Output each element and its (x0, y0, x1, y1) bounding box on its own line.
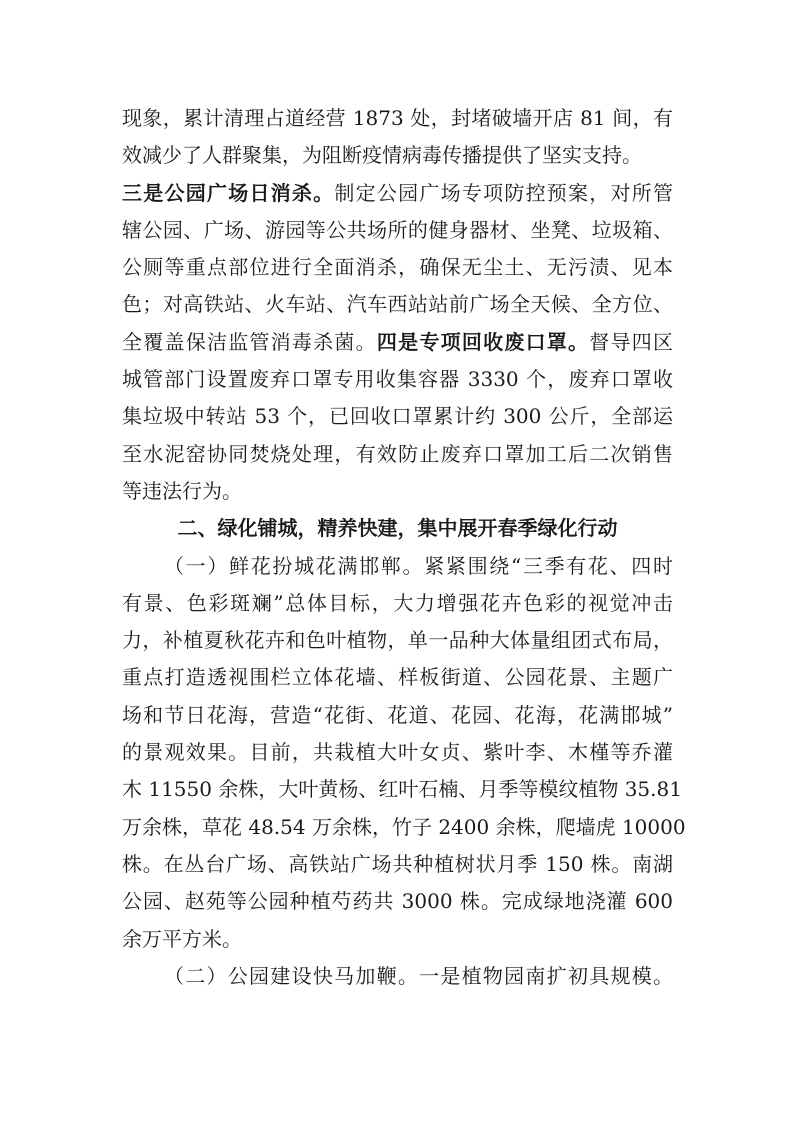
paragraph-line: 场和节日花海，营造“花街、花道、花园、花海，花满邯城” (122, 702, 673, 727)
paragraph-line: 万余株，草花 48.54 万余株，竹子 2400 余株，爬墙虎 10000 (122, 814, 686, 839)
paragraph-line: 重点打造透视围栏立体花墙、样板街道、公园花景、主题广 (122, 665, 673, 690)
paragraph-line: 公园、赵苑等公园种植芍药共 3000 株。完成绿地浇灌 600 (122, 889, 673, 914)
paragraph-line: 有景、色彩斑斓”总体目标，大力增强花卉色彩的视觉冲击 (122, 590, 673, 615)
paragraph-line: 辖公园、广场、游园等公共场所的健身器材、坐凳、垃圾箱、 (122, 217, 673, 242)
paragraph-line: 公厕等重点部位进行全面消杀，确保无尘土、无污渍、见本 (122, 255, 673, 280)
paragraph-line: 的景观效果。目前，共栽植大叶女贞、紫叶李、木槿等乔灌 (122, 740, 673, 765)
bold-lead: 三是公园广场日消杀。 (122, 180, 335, 205)
document-page (122, 100, 686, 995)
paragraph-line: 色；对高铁站、火车站、汽车西站站前广场全天候、全方位、 (122, 292, 673, 317)
paragraph-line: 效减少了人群聚集，为阻断疫情病毒传播提供了坚实支持。 (122, 143, 642, 168)
paragraph-line: 力，补植夏秋花卉和色叶植物，单一品种大体量组团式布局， (122, 628, 673, 653)
paragraph-line: 现象，累计清理占道经营 1873 处，封堵破墙开店 81 间，有 (122, 106, 673, 130)
paragraph-line: 木 11550 余株，大叶黄杨、红叶石楠、月季等模纹植物 35.81 (122, 777, 682, 802)
paragraph-line: 至水泥窑协同焚烧处理，有效防止废弃口罩加工后二次销售 (122, 441, 673, 466)
bold-lead: 四是专项回收废口罩。 (376, 329, 590, 354)
paragraph-line (122, 175, 673, 212)
paragraph-line: 余万平方米。 (122, 926, 242, 951)
line-text: 全覆盖保洁监管消毒杀菌。 (122, 329, 377, 354)
paragraph-line: 集垃圾中转站 53 个，已回收口罩累计约 300 公斤，全部运 (122, 404, 673, 429)
line-text: 制定公园广场专项防控预案，对所管 (334, 180, 674, 205)
paragraph-line: （一）鲜花扮城花满邯郸。紧紧围绕“三季有花、四时 (164, 553, 673, 578)
paragraph-line (122, 324, 673, 361)
paragraph-line: 等违法行为。 (122, 478, 242, 503)
section-heading: 二、绿化铺城，精养快建，集中展开春季绿化行动 (177, 516, 618, 541)
paragraph-line: （二）公园建设快马加鞭。一是植物园南扩初具规模。 (164, 963, 673, 988)
paragraph-line: 株。在丛台广场、高铁站广场共种植树状月季 150 株。南湖 (122, 851, 673, 876)
paragraph-line: 城管部门设置废弃口罩专用收集容器 3330 个，废弃口罩收 (122, 367, 673, 392)
line-text: 督导四区 (589, 329, 674, 354)
